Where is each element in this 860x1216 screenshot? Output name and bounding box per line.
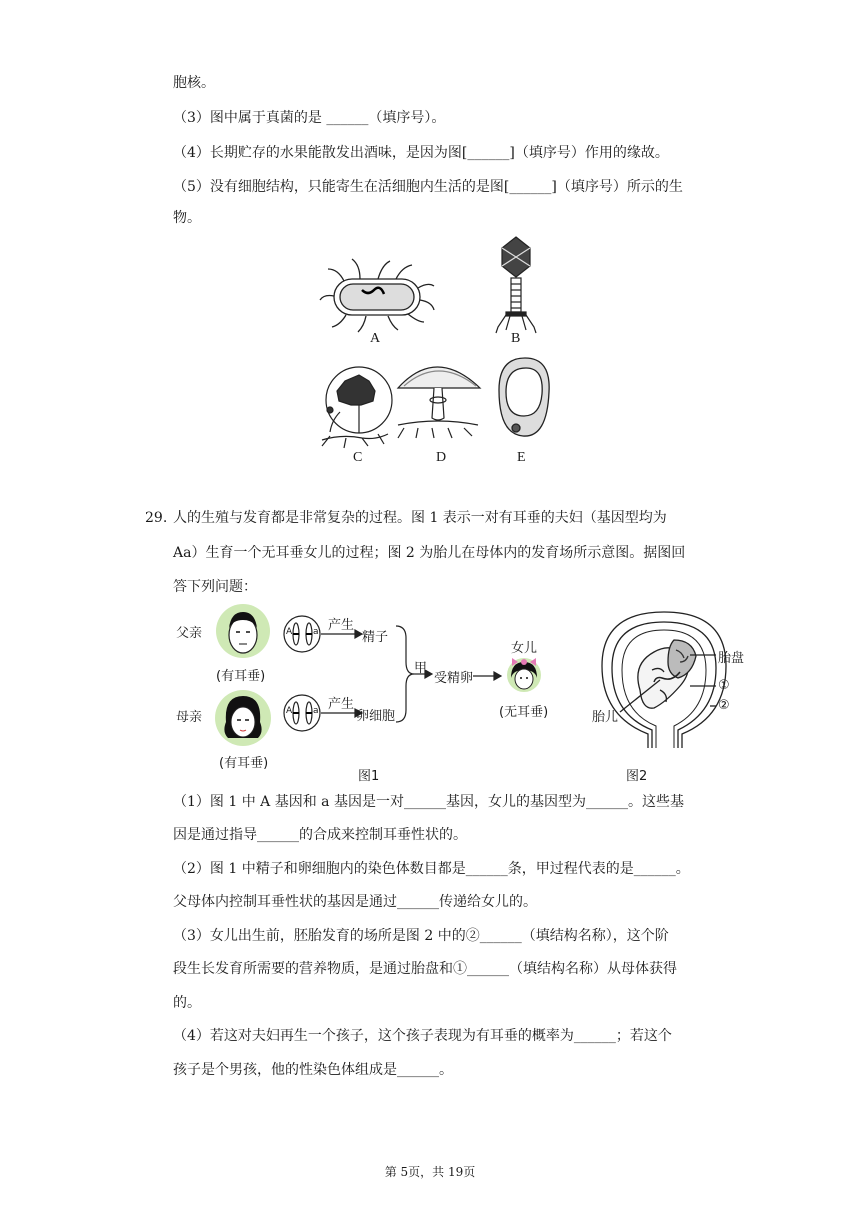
question-4: （4）长期贮存的水果能散发出酒味，是因为图[______]（填序号）作用的缘故。	[173, 145, 669, 161]
father-trait: (有耳垂)	[216, 669, 266, 684]
question-number: 29.	[145, 510, 168, 526]
mother-trait: (有耳垂)	[219, 756, 269, 771]
q29-intro-line2: Aa）生育一个无耳垂女儿的过程；图 2 为胎儿在母体内的发育场所示意图。据图回	[173, 545, 686, 561]
sub2-line2: 父母体内控制耳垂性状的基因是通过______传递给女儿的。	[173, 894, 537, 910]
figure1-caption: 图1	[358, 769, 380, 784]
q29-intro-line1: 人的生殖与发育都是非常复杂的过程。图 1 表示一对有耳垂的夫妇（基因型均为	[173, 510, 667, 526]
label-C: C	[353, 450, 363, 465]
daughter-label: 女儿	[511, 641, 538, 656]
chromosome-label: A	[286, 706, 293, 716]
question-5-line1: （5）没有细胞结构，只能寄生在活细胞内生活的是图[______]（填序号）所示的生	[173, 179, 683, 195]
question-5-line2: 物。	[173, 210, 201, 226]
sub4-line2: 孩子是个男孩，他的性染色体组成是______。	[173, 1062, 453, 1078]
mother-label: 母亲	[176, 710, 203, 725]
produce-label: 产生	[328, 618, 355, 633]
process-label: 甲	[414, 661, 428, 676]
chromosome-label: a	[313, 627, 319, 637]
sub2-line1: （2）图 1 中精子和卵细胞内的染色体数目都是______条，甲过程代表的是______。	[173, 861, 690, 877]
question-3: （3）图中属于真菌的是 ______（填序号）。	[173, 110, 446, 126]
text-line: 胞核。	[173, 75, 215, 91]
q29-intro-line3: 答下列问题：	[173, 579, 257, 595]
sub1-line2: 因是通过指导______的合成来控制耳垂性状的。	[173, 827, 467, 843]
produce-label: 产生	[328, 697, 355, 712]
figure2-caption: 图2	[626, 769, 648, 784]
egg-label: 卵细胞	[356, 709, 396, 724]
marker-1: ①	[718, 678, 730, 693]
chromosome-label: A	[286, 627, 293, 637]
label-D: D	[436, 450, 447, 465]
zygote-label: 受精卵	[434, 671, 474, 686]
page-footer: 第 5页，共 19页	[384, 1165, 476, 1179]
label-E: E	[517, 450, 526, 465]
label-A: A	[370, 331, 381, 346]
sperm-label: 精子	[362, 630, 389, 645]
sub1-line1: （1）图 1 中 A 基因和 a 基因是一对______基因，女儿的基因型为______。这些基	[173, 794, 684, 810]
sub4-line1: （4）若这对夫妇再生一个孩子，这个孩子表现为有耳垂的概率为______；若这个	[173, 1028, 672, 1044]
label-B: B	[511, 331, 521, 346]
father-label: 父亲	[176, 626, 203, 641]
placenta-label: 胎盘	[718, 651, 745, 666]
sub3-line1: （3）女儿出生前，胚胎发育的场所是图 2 中的②______（填结构名称），这个阶	[173, 928, 669, 944]
daughter-trait: (无耳垂)	[499, 705, 549, 720]
chromosome-label: a	[313, 706, 319, 716]
fetus-label: 胎儿	[592, 710, 619, 725]
sub3-line3: 的。	[173, 995, 201, 1011]
marker-2: ②	[718, 698, 730, 713]
sub3-line2: 段生长发育所需要的营养物质，是通过胎盘和①______（填结构名称）从母体获得	[173, 961, 677, 977]
